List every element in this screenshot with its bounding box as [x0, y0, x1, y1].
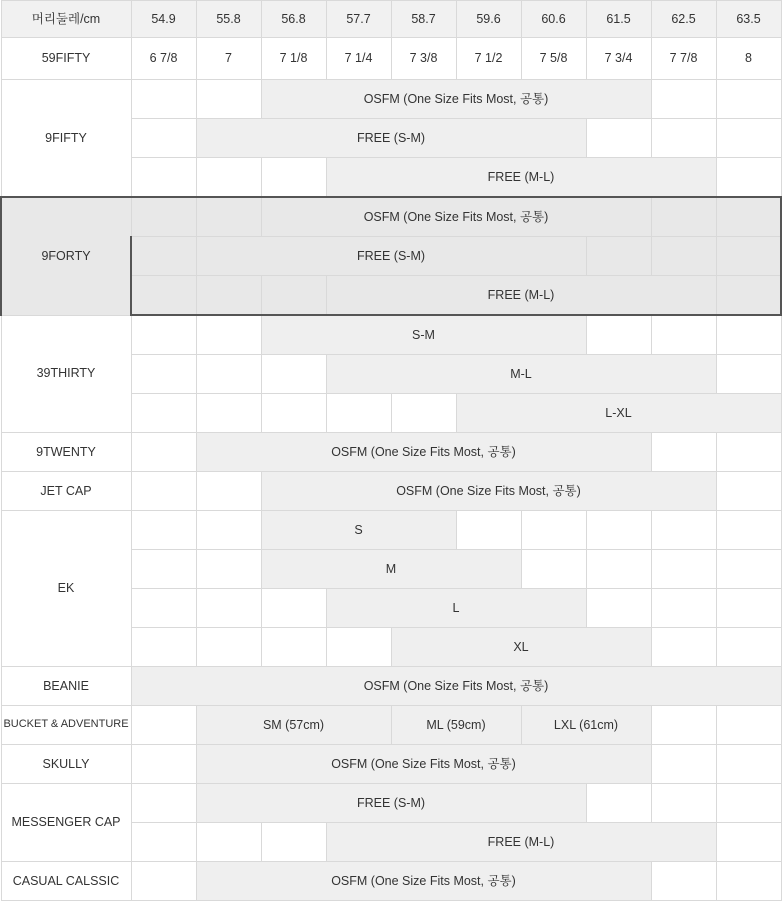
empty-cell — [261, 823, 326, 862]
empty-cell — [651, 80, 716, 119]
size-span-cell: OSFM (One Size Fits Most, 공통) — [261, 472, 716, 511]
empty-cell — [131, 394, 196, 433]
row-label: SKULLY — [1, 745, 131, 784]
row-label: MESSENGER CAP — [1, 784, 131, 862]
empty-cell — [716, 237, 781, 276]
row-label: 9FORTY — [1, 197, 131, 315]
size-span-cell: S — [261, 511, 456, 550]
empty-cell — [586, 119, 651, 158]
column-header-cm: 57.7 — [326, 1, 391, 38]
size-span-cell: FREE (S-M) — [196, 784, 586, 823]
empty-cell — [131, 315, 196, 355]
size-span-cell: OSFM (One Size Fits Most, 공통) — [261, 80, 651, 119]
empty-cell — [131, 628, 196, 667]
size-span-cell: ML (59cm) — [391, 706, 521, 745]
empty-cell — [261, 158, 326, 198]
empty-cell — [131, 355, 196, 394]
column-header-cm: 54.9 — [131, 1, 196, 38]
empty-cell — [326, 628, 391, 667]
empty-cell — [261, 628, 326, 667]
empty-cell — [196, 197, 261, 237]
empty-cell — [391, 394, 456, 433]
empty-cell — [521, 550, 586, 589]
empty-cell — [716, 355, 781, 394]
row-label: BEANIE — [1, 667, 131, 706]
empty-cell — [196, 628, 261, 667]
empty-cell — [651, 511, 716, 550]
column-header-cm: 58.7 — [391, 1, 456, 38]
table-row — [1, 745, 781, 784]
table-row — [1, 667, 781, 706]
empty-cell — [651, 315, 716, 355]
inch-value-cell: 7 5/8 — [521, 38, 586, 80]
empty-cell — [716, 276, 781, 316]
size-span-cell: OSFM (One Size Fits Most, 공통) — [196, 433, 651, 472]
column-header-cm: 56.8 — [261, 1, 326, 38]
empty-cell — [651, 784, 716, 823]
table-row — [1, 197, 781, 237]
empty-cell — [196, 550, 261, 589]
empty-cell — [651, 862, 716, 901]
row-label: 39THIRTY — [1, 315, 131, 433]
empty-cell — [651, 119, 716, 158]
row-label: 9TWENTY — [1, 433, 131, 472]
column-header-cm: 60.6 — [521, 1, 586, 38]
empty-cell — [131, 472, 196, 511]
empty-cell — [586, 550, 651, 589]
empty-cell — [131, 433, 196, 472]
table-header-row — [1, 1, 781, 38]
inch-value-cell: 7 3/4 — [586, 38, 651, 80]
empty-cell — [196, 158, 261, 198]
corner-label: 머리둘레/cm — [1, 1, 131, 38]
empty-cell — [651, 197, 716, 237]
inch-value-cell: 6 7/8 — [131, 38, 196, 80]
empty-cell — [586, 315, 651, 355]
empty-cell — [261, 589, 326, 628]
size-span-cell: M — [261, 550, 521, 589]
size-span-cell: OSFM (One Size Fits Most, 공통) — [131, 667, 781, 706]
column-header-cm: 63.5 — [716, 1, 781, 38]
empty-cell — [131, 784, 196, 823]
size-span-cell: SM (57cm) — [196, 706, 391, 745]
size-span-cell: FREE (M-L) — [326, 823, 716, 862]
empty-cell — [716, 784, 781, 823]
row-label: JET CAP — [1, 472, 131, 511]
empty-cell — [196, 80, 261, 119]
size-span-cell: M-L — [326, 355, 716, 394]
empty-cell — [716, 119, 781, 158]
table-row — [1, 706, 781, 745]
empty-cell — [131, 197, 196, 237]
column-header-cm: 62.5 — [651, 1, 716, 38]
empty-cell — [716, 706, 781, 745]
column-header-cm: 55.8 — [196, 1, 261, 38]
table-row — [1, 784, 781, 823]
row-label: BUCKET & ADVENTURE — [1, 706, 131, 745]
empty-cell — [131, 706, 196, 745]
empty-cell — [716, 628, 781, 667]
size-span-cell: L-XL — [456, 394, 781, 433]
row-label: EK — [1, 511, 131, 667]
table-row — [1, 80, 781, 119]
size-span-cell: OSFM (One Size Fits Most, 공통) — [261, 197, 651, 237]
size-span-cell: S-M — [261, 315, 586, 355]
table-row — [1, 433, 781, 472]
inch-value-cell: 7 3/8 — [391, 38, 456, 80]
empty-cell — [651, 628, 716, 667]
inch-value-cell: 7 7/8 — [651, 38, 716, 80]
empty-cell — [261, 355, 326, 394]
size-span-cell: FREE (S-M) — [196, 237, 586, 276]
empty-cell — [326, 394, 391, 433]
row-label: 9FIFTY — [1, 80, 131, 198]
empty-cell — [261, 394, 326, 433]
empty-cell — [716, 197, 781, 237]
size-span-cell: FREE (M-L) — [326, 158, 716, 198]
empty-cell — [651, 550, 716, 589]
empty-cell — [586, 511, 651, 550]
table-row — [1, 862, 781, 901]
empty-cell — [716, 823, 781, 862]
inch-value-cell: 8 — [716, 38, 781, 80]
empty-cell — [651, 237, 716, 276]
table-row — [1, 472, 781, 511]
empty-cell — [196, 823, 261, 862]
empty-cell — [131, 119, 196, 158]
empty-cell — [716, 472, 781, 511]
empty-cell — [651, 745, 716, 784]
empty-cell — [196, 355, 261, 394]
empty-cell — [131, 80, 196, 119]
column-header-cm: 61.5 — [586, 1, 651, 38]
size-span-cell: OSFM (One Size Fits Most, 공통) — [196, 862, 651, 901]
empty-cell — [131, 823, 196, 862]
empty-cell — [651, 589, 716, 628]
empty-cell — [131, 511, 196, 550]
empty-cell — [716, 511, 781, 550]
empty-cell — [196, 315, 261, 355]
empty-cell — [196, 589, 261, 628]
empty-cell — [716, 315, 781, 355]
empty-cell — [131, 158, 196, 198]
column-header-cm: 59.6 — [456, 1, 521, 38]
empty-cell — [456, 511, 521, 550]
table-row — [1, 511, 781, 550]
empty-cell — [131, 589, 196, 628]
empty-cell — [716, 745, 781, 784]
empty-cell — [261, 276, 326, 316]
empty-cell — [196, 394, 261, 433]
empty-cell — [586, 237, 651, 276]
empty-cell — [716, 550, 781, 589]
size-span-cell: XL — [391, 628, 651, 667]
size-span-cell: FREE (M-L) — [326, 276, 716, 316]
empty-cell — [651, 433, 716, 472]
size-span-cell: FREE (S-M) — [196, 119, 586, 158]
inch-value-cell: 7 1/2 — [456, 38, 521, 80]
table-row — [1, 315, 781, 355]
empty-cell — [521, 511, 586, 550]
size-span-cell: LXL (61cm) — [521, 706, 651, 745]
empty-cell — [131, 745, 196, 784]
empty-cell — [716, 589, 781, 628]
size-span-cell: OSFM (One Size Fits Most, 공통) — [196, 745, 651, 784]
size-chart-body — [1, 1, 781, 901]
empty-cell — [131, 550, 196, 589]
empty-cell — [131, 276, 196, 316]
empty-cell — [131, 862, 196, 901]
inch-value-cell: 7 1/8 — [261, 38, 326, 80]
empty-cell — [131, 237, 196, 276]
empty-cell — [651, 706, 716, 745]
table-row — [1, 38, 781, 80]
empty-cell — [716, 158, 781, 198]
row-label: CASUAL CALSSIC — [1, 862, 131, 901]
empty-cell — [196, 511, 261, 550]
empty-cell — [716, 862, 781, 901]
empty-cell — [716, 433, 781, 472]
empty-cell — [196, 472, 261, 511]
empty-cell — [196, 276, 261, 316]
size-span-cell: L — [326, 589, 586, 628]
inch-value-cell: 7 1/4 — [326, 38, 391, 80]
inch-value-cell: 7 — [196, 38, 261, 80]
empty-cell — [586, 784, 651, 823]
empty-cell — [586, 589, 651, 628]
row-label: 59FIFTY — [1, 38, 131, 80]
empty-cell — [716, 80, 781, 119]
